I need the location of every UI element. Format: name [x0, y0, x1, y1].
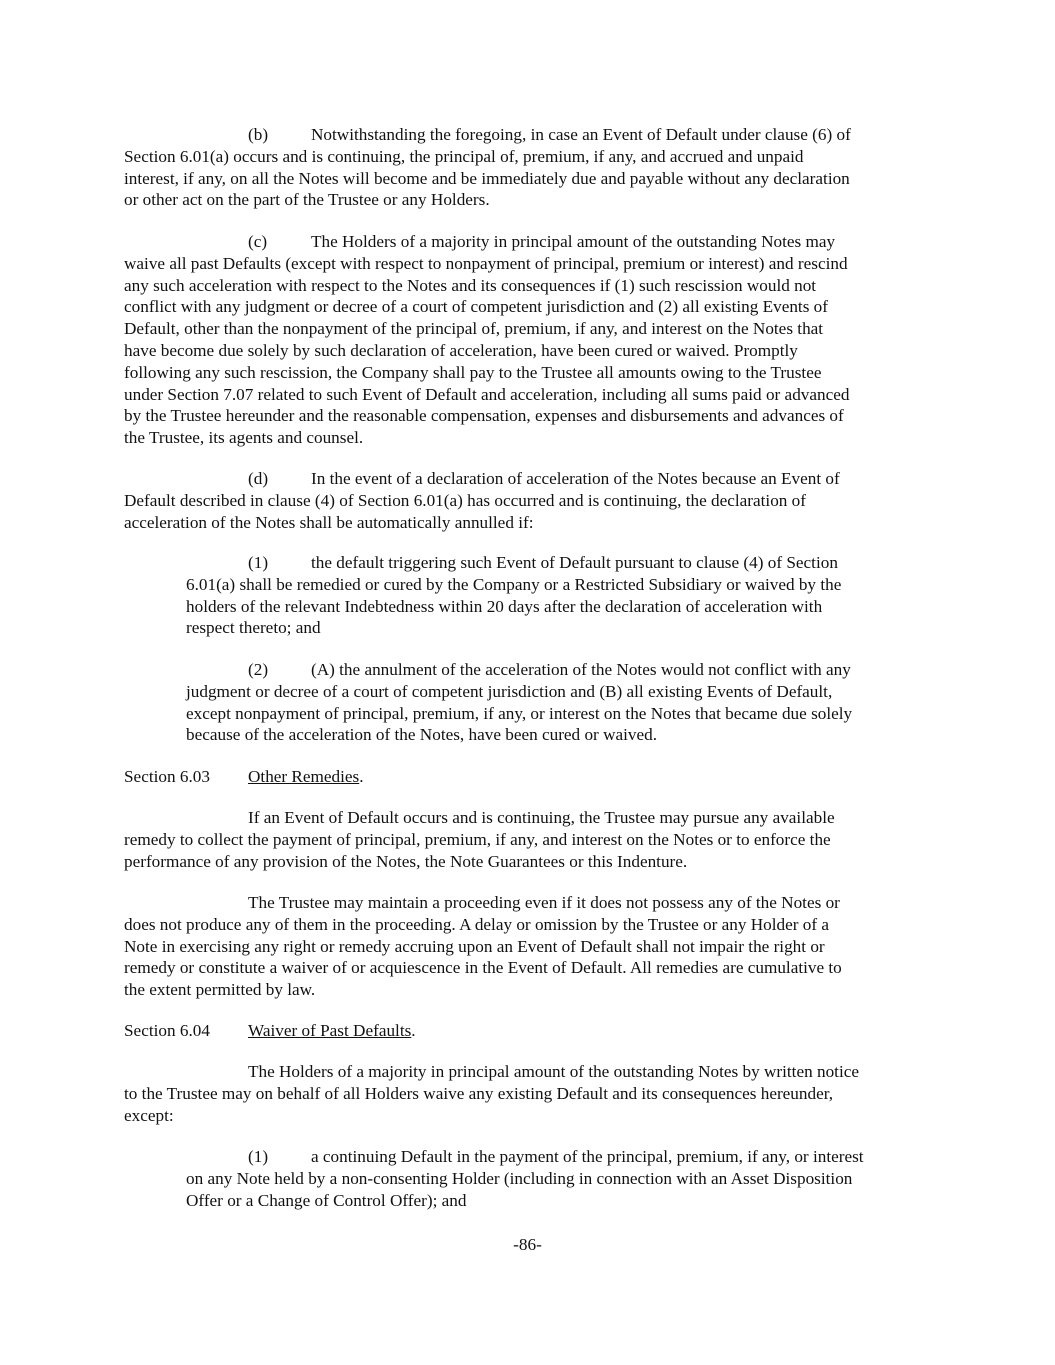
section-6-03-paragraph-2-line-2: does not produce any of them in the proceeding. A delay or omission by the Trustee or any Holder of a [124, 914, 830, 934]
paragraph-d-label: (d) [248, 469, 269, 488]
paragraph-d-1-line-2: 6.01(a) shall be remedied or cured by the Company or a Restricted Subsidiary or waived by the [186, 574, 842, 594]
section-6-04-heading: Section 6.04 Waiver of Past Defaults. [124, 1021, 416, 1040]
section-6-03-paragraph-2-line-3: Note in exercising any right or remedy accruing upon an Event of Default shall not impair the right or [124, 936, 825, 956]
paragraph-d-line-1: (d) In the event of a declaration of acceleration of the Notes because an Event of [248, 469, 840, 488]
paragraph-b-line-4: or other act on the part of the Trustee or any Holders. [124, 190, 490, 210]
section-6-04-item-1-line-3: Offer or a Change of Control Offer); and [186, 1190, 467, 1210]
paragraph-d-2-line-2: judgment or decree of a court of competent jurisdiction and (B) all existing Events of Default, [186, 681, 833, 701]
paragraph-c-line-2: waive all past Defaults (except with respect to nonpayment of principal, premium or interest) and rescind [124, 253, 848, 273]
paragraph-d-line-3: acceleration of the Notes shall be automatically annulled if: [124, 512, 534, 532]
paragraph-d-1 [186, 552, 934, 639]
paragraph-d-line-2: Default described in clause (4) of Section 6.01(a) has occurred and is continuing, the declaration of [124, 490, 807, 510]
section-6-03-paragraph-1-line-1: If an Event of Default occurs and is continuing, the Trustee may pursue any available [248, 808, 835, 827]
paragraph-c-line-4: conflict with any judgment or decree of a court of competent jurisdiction and (2) all existing Events of [124, 297, 828, 317]
section-6-03-title: Other Remedies [248, 767, 360, 786]
section-6-03-paragraph-2 [124, 892, 934, 1001]
paragraph-d-1-label: (1) [248, 553, 269, 572]
paragraph-c-line-7: following any such rescission, the Company shall pay to the Trustee all amounts owing to the Trustee [124, 362, 822, 382]
section-6-04-number: Section 6.04 [124, 1021, 210, 1040]
paragraph-c-line-6: have become due solely by such declaration of acceleration, have been cured or waived. Promptly [124, 340, 798, 360]
paragraph-c-line-1: (c) The Holders of a majority in principal amount of the outstanding Notes may [248, 232, 836, 251]
paragraph-c-line-8: under Section 7.07 related to such Event of Default and acceleration, including all sums paid or advanced [124, 384, 850, 404]
paragraph-c-line-9: by the Trustee hereunder and the reasonable compensation, expenses and disbursements and advances of [124, 406, 844, 426]
paragraph-c-line-3: any such acceleration with respect to the Notes and its consequences if (1) such rescission would not [124, 275, 817, 295]
paragraph-d-2-line-4: because of the acceleration of the Notes, have been cured or waived. [186, 725, 657, 745]
paragraph-c-line-5: Default, other than the nonpayment of the principal of, premium, if any, and interest on the Notes that [124, 319, 824, 339]
paragraph-c-label: (c) [248, 232, 268, 251]
paragraph-d-1-line-1: (1) the default triggering such Event of Default pursuant to clause (4) of Section [248, 553, 838, 572]
section-6-03-paragraph-1-line-2: remedy to collect the payment of principal, premium, if any, and interest on the Notes or to enforce the [124, 829, 831, 849]
paragraph-b-line-3: interest, if any, on all the Notes will become and be immediately due and payable without any declaration [124, 168, 850, 188]
section-6-04-paragraph-1-line-1: The Holders of a majority in principal amount of the outstanding Notes by written notice [248, 1062, 859, 1081]
paragraph-c [124, 231, 934, 449]
section-6-04-title: Waiver of Past Defaults [248, 1021, 412, 1040]
section-6-04-item-1-label: (1) [248, 1147, 269, 1166]
paragraph-d-2-line-3: except nonpayment of principal, premium, if any, or interest on the Notes that became due solely [186, 703, 853, 723]
paragraph-d-2-label: (2) [248, 660, 269, 679]
paragraph-b [124, 124, 934, 211]
section-6-04-item-1 [186, 1146, 934, 1211]
paragraph-d-1-line-3: holders of the relevant Indebtedness within 20 days after the declaration of acceleration with [186, 596, 823, 616]
section-6-03-number: Section 6.03 [124, 767, 210, 786]
paragraph-d [124, 468, 934, 533]
page-number: -86- [513, 1235, 542, 1254]
paragraph-d-1-line-4: respect thereto; and [186, 618, 321, 638]
section-6-04-paragraph-1-line-2: to the Trustee may on behalf of all Holders waive any existing Default and its consequences hereunder, [124, 1083, 834, 1103]
section-6-04-paragraph-1-line-3: except: [124, 1105, 174, 1125]
section-6-03-paragraph-2-line-5: the extent permitted by law. [124, 980, 316, 1000]
section-6-04-item-1-line-1: (1) a continuing Default in the payment of the principal, premium, if any, or interest [248, 1147, 864, 1166]
section-6-03-paragraph-2-line-4: remedy or constitute a waiver of or acquiescence in the Event of Default. All remedies are cumulative to [124, 958, 842, 978]
section-6-04-paragraph-1 [124, 1061, 934, 1126]
section-6-03-paragraph-1-line-3: performance of any provision of the Notes, the Note Guarantees or this Indenture. [124, 851, 688, 871]
paragraph-b-label: (b) [248, 125, 269, 144]
section-6-03-heading: Section 6.03 Other Remedies. [124, 767, 364, 786]
paragraph-b-line-1: (b) Notwithstanding the foregoing, in case an Event of Default under clause (6) of [248, 125, 851, 144]
paragraph-d-2-line-1: (2) (A) the annulment of the acceleration of the Notes would not conflict with any [248, 660, 851, 679]
paragraph-d-2 [186, 659, 934, 746]
paragraph-c-line-10: the Trustee, its agents and counsel. [124, 428, 364, 448]
section-6-04-item-1-line-2: on any Note held by a non-consenting Holder (including in connection with an Asset Disposition [186, 1168, 853, 1188]
paragraph-b-line-2: Section 6.01(a) occurs and is continuing, the principal of, premium, if any, and accrued and unpaid [124, 146, 804, 166]
section-6-03-paragraph-1 [124, 807, 934, 872]
section-6-03-paragraph-2-line-1: The Trustee may maintain a proceeding even if it does not possess any of the Notes or [248, 893, 840, 912]
